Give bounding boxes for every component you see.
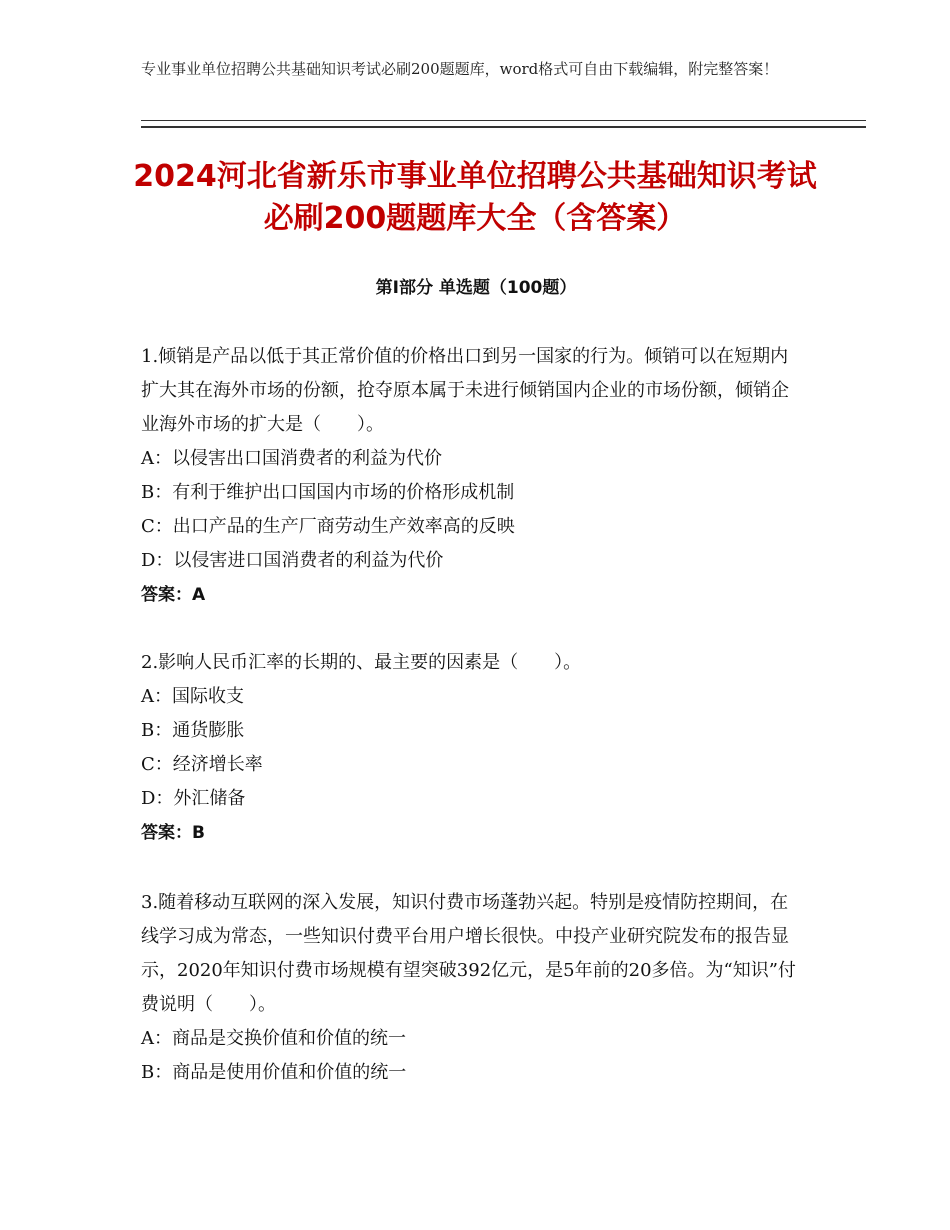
option-b: B：商品是使用价值和价值的统一	[141, 1062, 407, 1083]
question-stem: 2.影响人民币汇率的长期的、最主要的因素是（ ）。	[141, 652, 582, 673]
option-c: C：出口产品的生产厂商劳动生产效率高的反映	[141, 516, 515, 537]
section-heading: 第I部分 单选题（100题）	[375, 278, 577, 298]
header-note: 专业事业单位招聘公共基础知识考试必刷200题题库，word格式可自由下载编辑，附完整答案！	[141, 60, 779, 78]
option-c: C：经济增长率	[141, 754, 263, 775]
answer-label: 答案：A	[141, 585, 206, 605]
option-b: B：通货膨胀	[141, 720, 245, 741]
option-a: A：商品是交换价值和价值的统一	[141, 1028, 406, 1049]
question-2	[141, 646, 806, 850]
question-3	[141, 886, 806, 1090]
option-a: A：国际收支	[141, 686, 244, 707]
question-stem: 3.随着移动互联网的深入发展，知识付费市场蓬勃兴起。特别是疫情防控期间，在线学习成为常态，一些知识付费平台用户增长很快。中投产业研究院发布的报告显示，2020年知识付费市场规模有望突破392亿元，是5年前的20多倍。为“知识”付费说明（ ）。	[141, 892, 796, 1015]
option-d: D：外汇储备	[141, 788, 246, 809]
question-stem: 1.倾销是产品以低于其正常价值的价格出口到另一国家的行为。倾销可以在短期内扩大其在海外市场的份额，抢夺原本属于未进行倾销国内企业的市场份额，倾销企业海外市场的扩大是（ ）。	[141, 346, 789, 435]
option-d: D：以侵害进口国消费者的利益为代价	[141, 550, 444, 571]
header-divider	[141, 120, 866, 128]
document-title: 2024河北省新乐市事业单位招聘公共基础知识考试必刷200题题库大全（含答案）	[133, 159, 817, 236]
answer-label: 答案：B	[141, 823, 205, 843]
option-a: A：以侵害出口国消费者的利益为代价	[141, 448, 442, 469]
option-b: B：有利于维护出口国国内市场的价格形成机制	[141, 482, 515, 503]
question-1	[141, 340, 806, 612]
